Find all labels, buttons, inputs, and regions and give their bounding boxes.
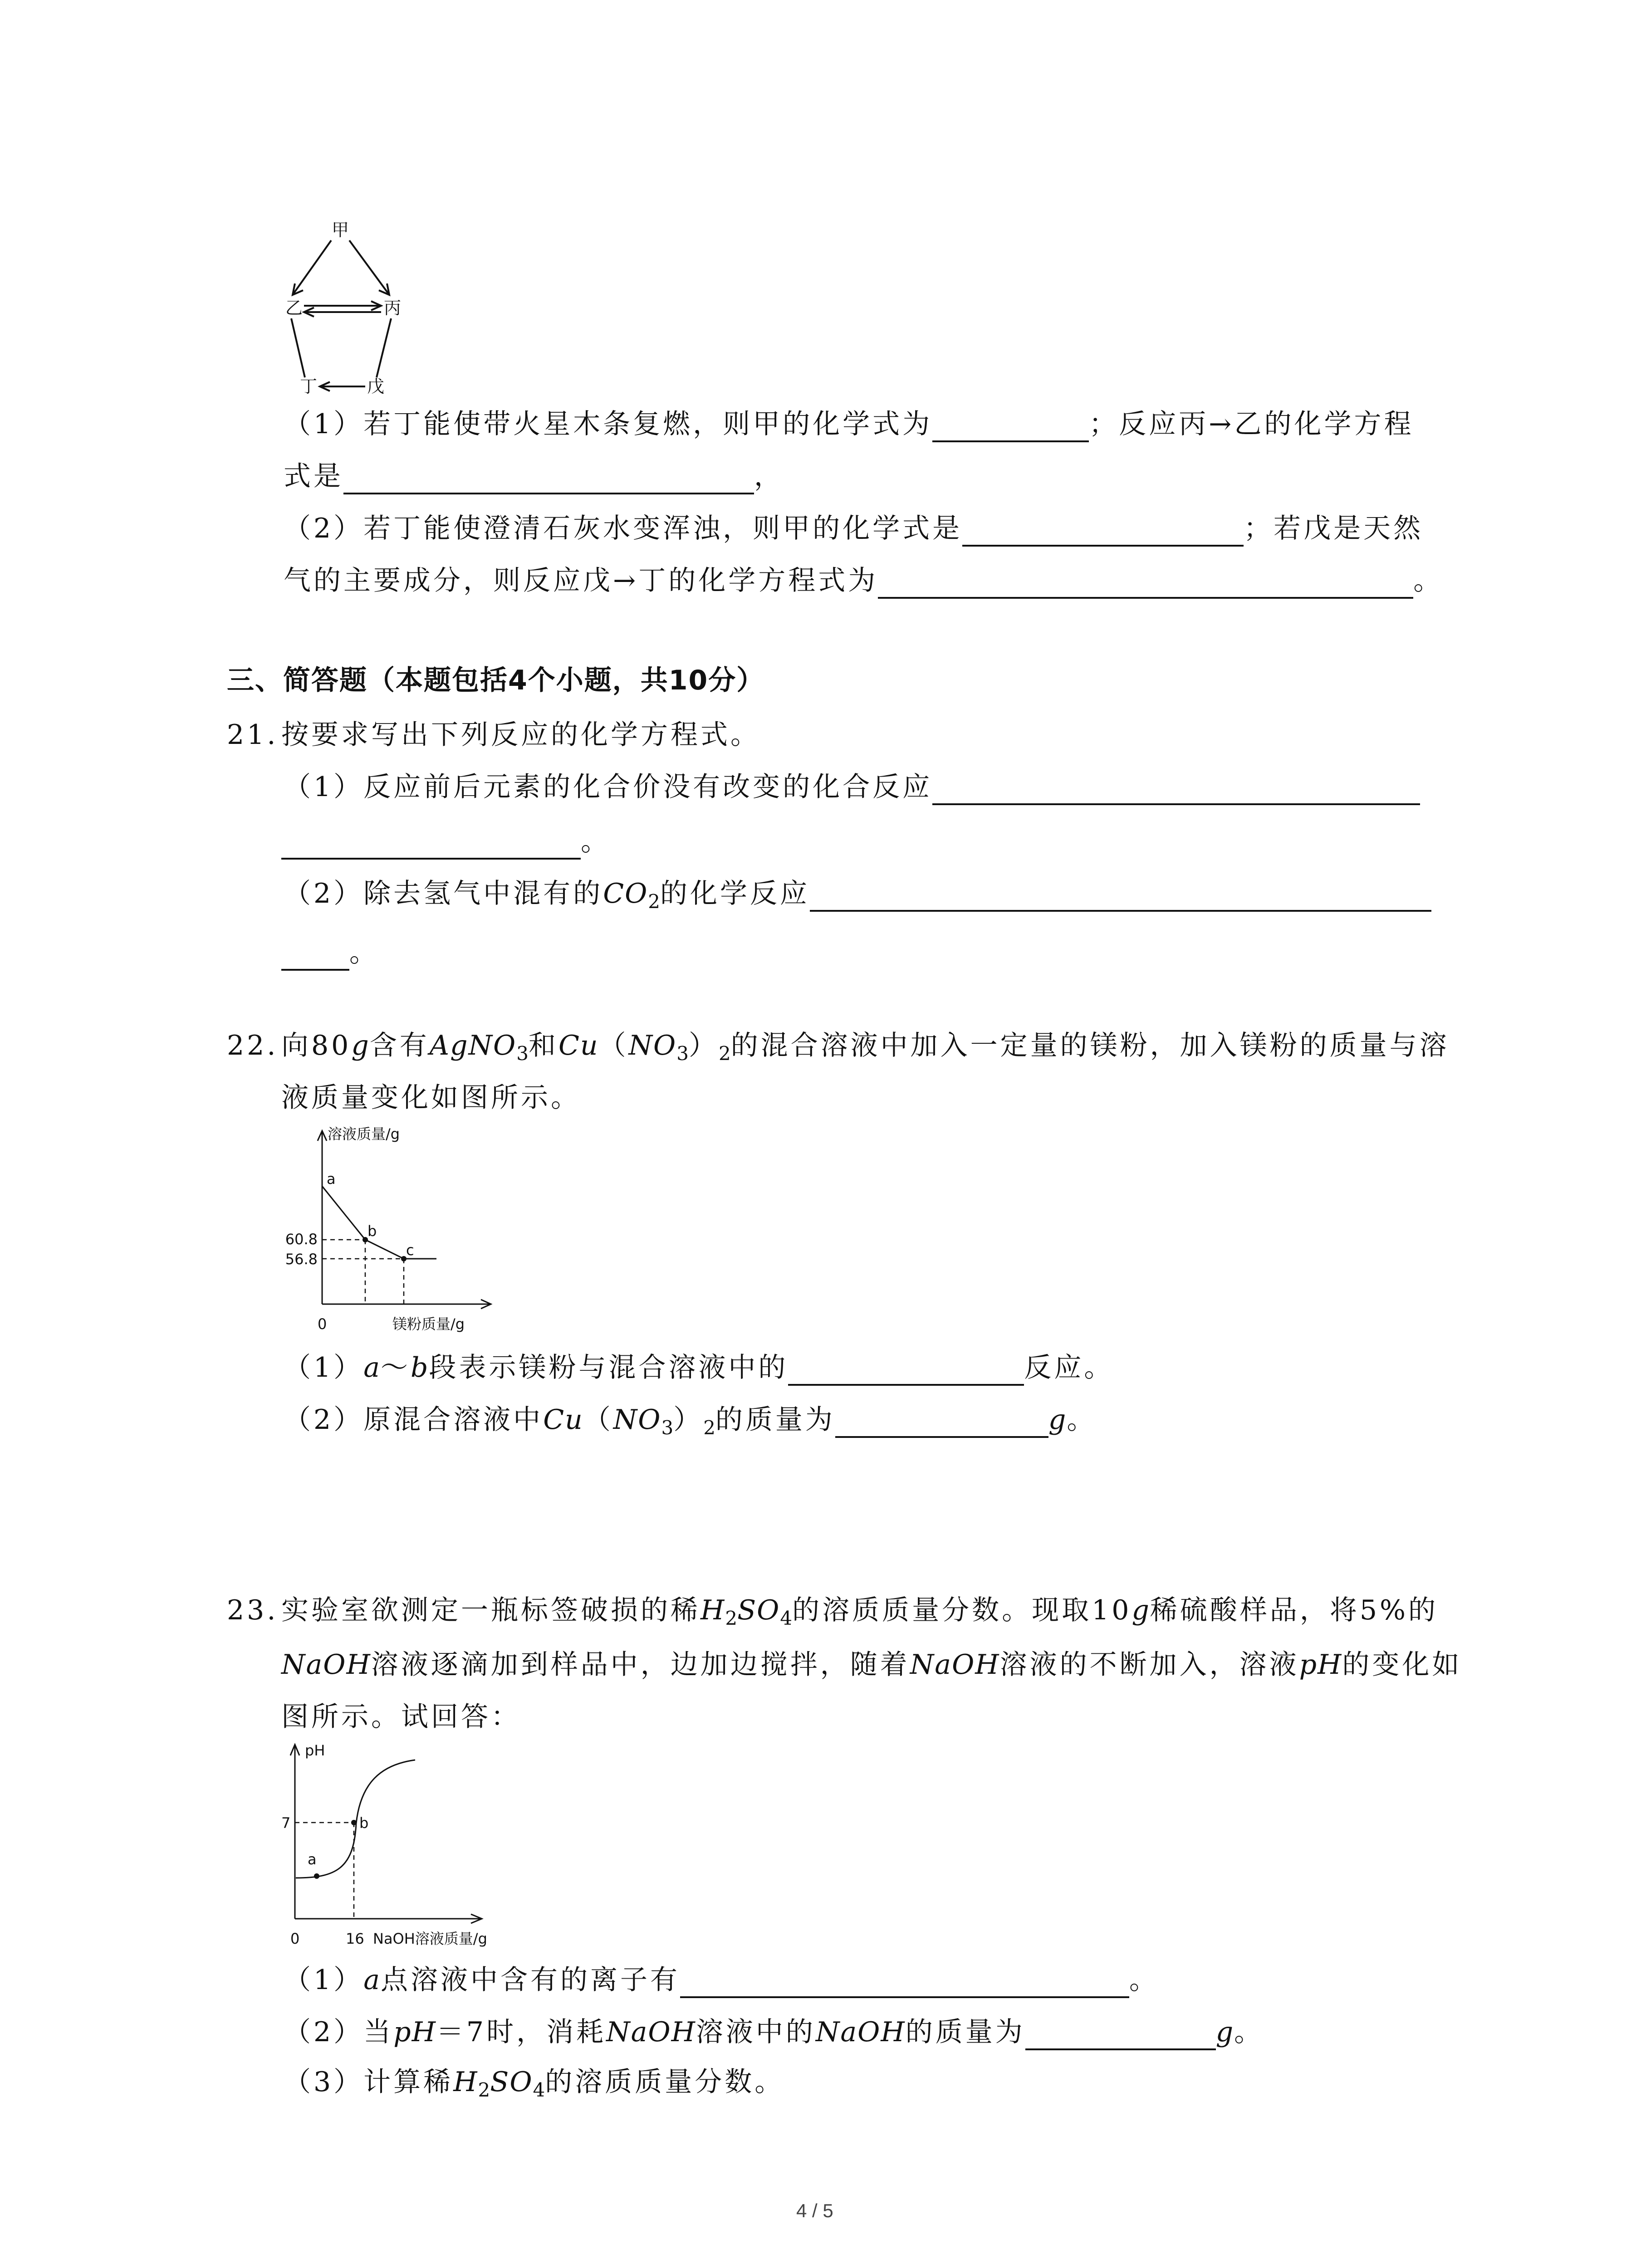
q20-part2-line2: 气的主要成分，则反应戊→丁的化学方程式为 。 <box>284 562 1443 599</box>
chart1-label-a: a <box>327 1170 336 1188</box>
q21-part2: （2）除去氢气中混有的$CO_2$的化学反应 <box>284 875 1431 912</box>
node-wu: 戊 <box>367 376 385 396</box>
chart1-ytick-60.8: 60.8 <box>285 1231 318 1248</box>
q21-part1-cont: 。 <box>281 823 611 860</box>
node-bing: 丙 <box>383 298 402 318</box>
solution-mass-chart <box>263 1123 499 1331</box>
q22-stem-line2: 液质量变化如图所示。 <box>281 1082 581 1114</box>
reaction-cycle-diagram <box>272 213 417 399</box>
q23-stem-line1: 23. 实验室欲测定一瓶标签破损的稀$H_2SO_4$的溶质质量分数。现取10g稀硫酸样品，将5%的 <box>227 1594 1439 1629</box>
chart2-x-label: NaOH溶液质量/g <box>373 1930 487 1947</box>
chart1-curve <box>322 1186 436 1259</box>
answer-blank[interactable] <box>878 569 1413 599</box>
q20-part1-line1: （1）若丁能使带火星木条复燃，则甲的化学式为 ；反应丙→乙的化学方程 <box>284 406 1414 442</box>
answer-blank[interactable] <box>343 464 754 494</box>
q20-part2-line1: （2）若丁能使澄清石灰水变浑浊，则甲的化学式是 ；若戊是天然 <box>284 510 1423 547</box>
arrow-jia-bing <box>349 240 389 295</box>
q23-part3: （3）计算稀$H_2SO_4$的溶质质量分数。 <box>284 2066 785 2101</box>
chart2-y-label: pH <box>305 1742 325 1759</box>
q23-stem-line2: NaOH溶液逐滴加到样品中，边加边搅拌，随着NaOH溶液的不断加入，溶液pH的变化如 <box>281 1649 1462 1681</box>
q23-part2: （2）当pH＝7时，消耗NaOH溶液中的NaOH的质量为 g。 <box>284 2014 1264 2050</box>
ph-titration-chart <box>268 1737 522 1950</box>
answer-blank[interactable] <box>1025 2020 1216 2050</box>
answer-blank[interactable] <box>932 775 1420 805</box>
chart2-origin: 0 <box>290 1930 300 1947</box>
chart2-label-b: b <box>359 1814 369 1832</box>
q22-part1: （1）a～b段表示镁粉与混合溶液中的 反应。 <box>284 1349 1114 1386</box>
answer-blank[interactable] <box>962 517 1244 547</box>
chart2-point-b <box>351 1820 357 1825</box>
node-jia: 甲 <box>331 220 349 240</box>
q21-stem: 21. 按要求写出下列反应的化学方程式。 <box>227 719 760 751</box>
answer-blank[interactable] <box>932 412 1089 442</box>
chart2-ytick-7: 7 <box>281 1814 291 1832</box>
answer-blank[interactable] <box>281 941 349 971</box>
line-yi-ding <box>291 318 305 377</box>
chart1-x-label: 镁粉质量/g <box>392 1315 465 1333</box>
section-heading: 三、简答题（本题包括4个小题，共10分） <box>227 665 765 696</box>
answer-blank[interactable] <box>835 1408 1048 1438</box>
page-number: 4 / 5 <box>796 2200 833 2221</box>
q22-stem-line1: 22. 向80g含有AgNO$_3$和$Cu(NO_3)_2$的混合溶液中加入一定量的镁粉，加入镁粉的质量与溶 <box>227 1030 1450 1065</box>
chart1-y-label: 溶液质量/g <box>328 1125 400 1143</box>
q23-part1: （1）a点溶液中含有的离子有 。 <box>284 1962 1159 1998</box>
node-ding: 丁 <box>299 376 318 396</box>
chart2-xtick-16: 16 <box>346 1930 364 1947</box>
chart2-point-a <box>314 1873 319 1879</box>
chart1-origin: 0 <box>318 1315 327 1333</box>
chart1-label-c: c <box>406 1242 414 1259</box>
chart2-label-a: a <box>308 1851 317 1868</box>
node-yi: 乙 <box>285 298 303 318</box>
answer-blank[interactable] <box>680 1968 1129 1998</box>
line-bing-wu <box>377 318 391 377</box>
q20-part1-line2: 式是 ， <box>284 458 784 494</box>
answer-blank[interactable] <box>810 882 1431 912</box>
q21-part1: （1）反应前后元素的化合价没有改变的化合反应 <box>284 769 1420 805</box>
q22-part2: （2）原混合溶液中$Cu(NO_3)_2$的质量为 g。 <box>284 1404 1097 1439</box>
answer-blank[interactable] <box>788 1356 1024 1386</box>
q23-stem-line3: 图所示。试回答： <box>281 1701 521 1733</box>
answer-blank[interactable] <box>281 830 581 860</box>
q21-part2-cont: 。 <box>281 934 379 971</box>
chart1-label-b: b <box>367 1222 377 1240</box>
arrow-jia-yi <box>293 240 331 295</box>
chart1-ytick-56.8: 56.8 <box>285 1251 318 1268</box>
